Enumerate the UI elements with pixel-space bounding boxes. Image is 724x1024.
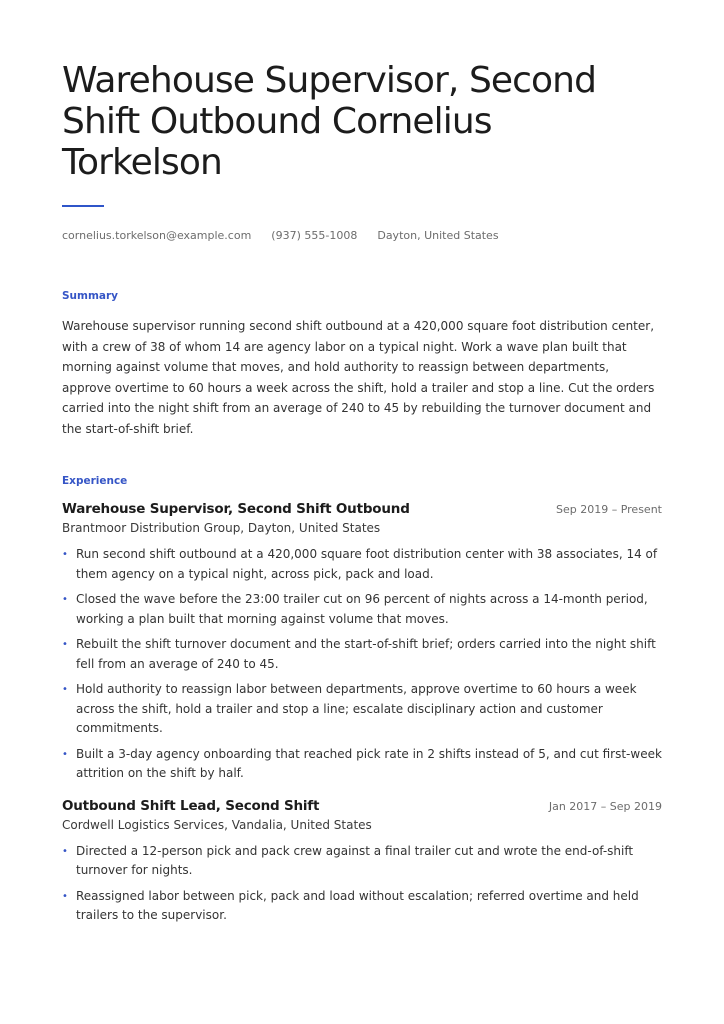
job-bullet: • Hold authority to reassign labor between departments, approve overtime to 60 hours a week across the shift, hold a trailer and stop a line; escalate disciplinary action and customer commitments. [62,680,662,739]
job-bullet: • Directed a 12-person pick and pack crew against a final trailer cut and wrote the end-of-shift turnover for nights. [62,842,662,881]
title-accent-rule [62,205,104,207]
summary-heading: Summary [62,290,119,302]
job-company: Cordwell Logistics Services, Vandalia, United States [62,817,372,832]
job-bullet: • Reassigned labor between pick, pack and load without escalation; referred overtime and held trailers to the supervisor. [62,887,662,926]
job-bullets [62,545,662,784]
contact-email: cornelius.torkelson@example.com [62,229,252,242]
experience-heading: Experience [62,475,128,487]
job-dates: Jan 2017 – Sep 2019 [548,799,662,813]
job-bullet: • Built a 3-day agency onboarding that reached pick rate in 2 shifts instead of 5, and cut first-week attrition on the shift by half. [62,745,662,784]
job-header [62,501,662,517]
job-bullet: • Closed the wave before the 23:00 trailer cut on 96 percent of nights across a 14-month period, working a plan built that morning against volume that moves. [62,590,662,629]
contact-phone: (937) 555-1008 [271,229,358,242]
job-bullet: • Rebuilt the shift turnover document and the start-of-shift brief; orders carried into the night shift fell from an average of 240 to 45. [62,635,662,674]
job-company: Brantmoor Distribution Group, Dayton, United States [62,521,381,535]
job-bullets [62,842,662,926]
summary-text: Warehouse supervisor running second shift outbound at a 420,000 square foot distribution center, with a crew of 38 of whom 14 are agency labor on a typical night. Work a wave plan built that morning against volume that moves, and hold authority to reassign between departments, approve overtime to 60 hours a week across the shift, hold a trailer and stop a line. Cut the orders carried into the night shift from an average of 240 to 45 by rebuilding the turnover document and the start-of-shift brief. [62,319,655,436]
resume-title: Warehouse Supervisor, Second Shift Outbound Cornelius Torkelson [62,60,597,183]
job-bullet: • Run second shift outbound at a 420,000 square foot distribution center with 38 associates, 14 of them agency on a typical night, across pick, pack and load. [62,545,662,584]
job-header [62,798,662,814]
job-entry [62,501,662,784]
job-title: Warehouse Supervisor, Second Shift Outbound [62,501,410,517]
job-title: Outbound Shift Lead, Second Shift [62,797,320,814]
job-entry [62,798,662,926]
contact-info [62,229,662,242]
contact-location: Dayton, United States [377,229,499,242]
job-dates: Sep 2019 – Present [556,503,662,516]
